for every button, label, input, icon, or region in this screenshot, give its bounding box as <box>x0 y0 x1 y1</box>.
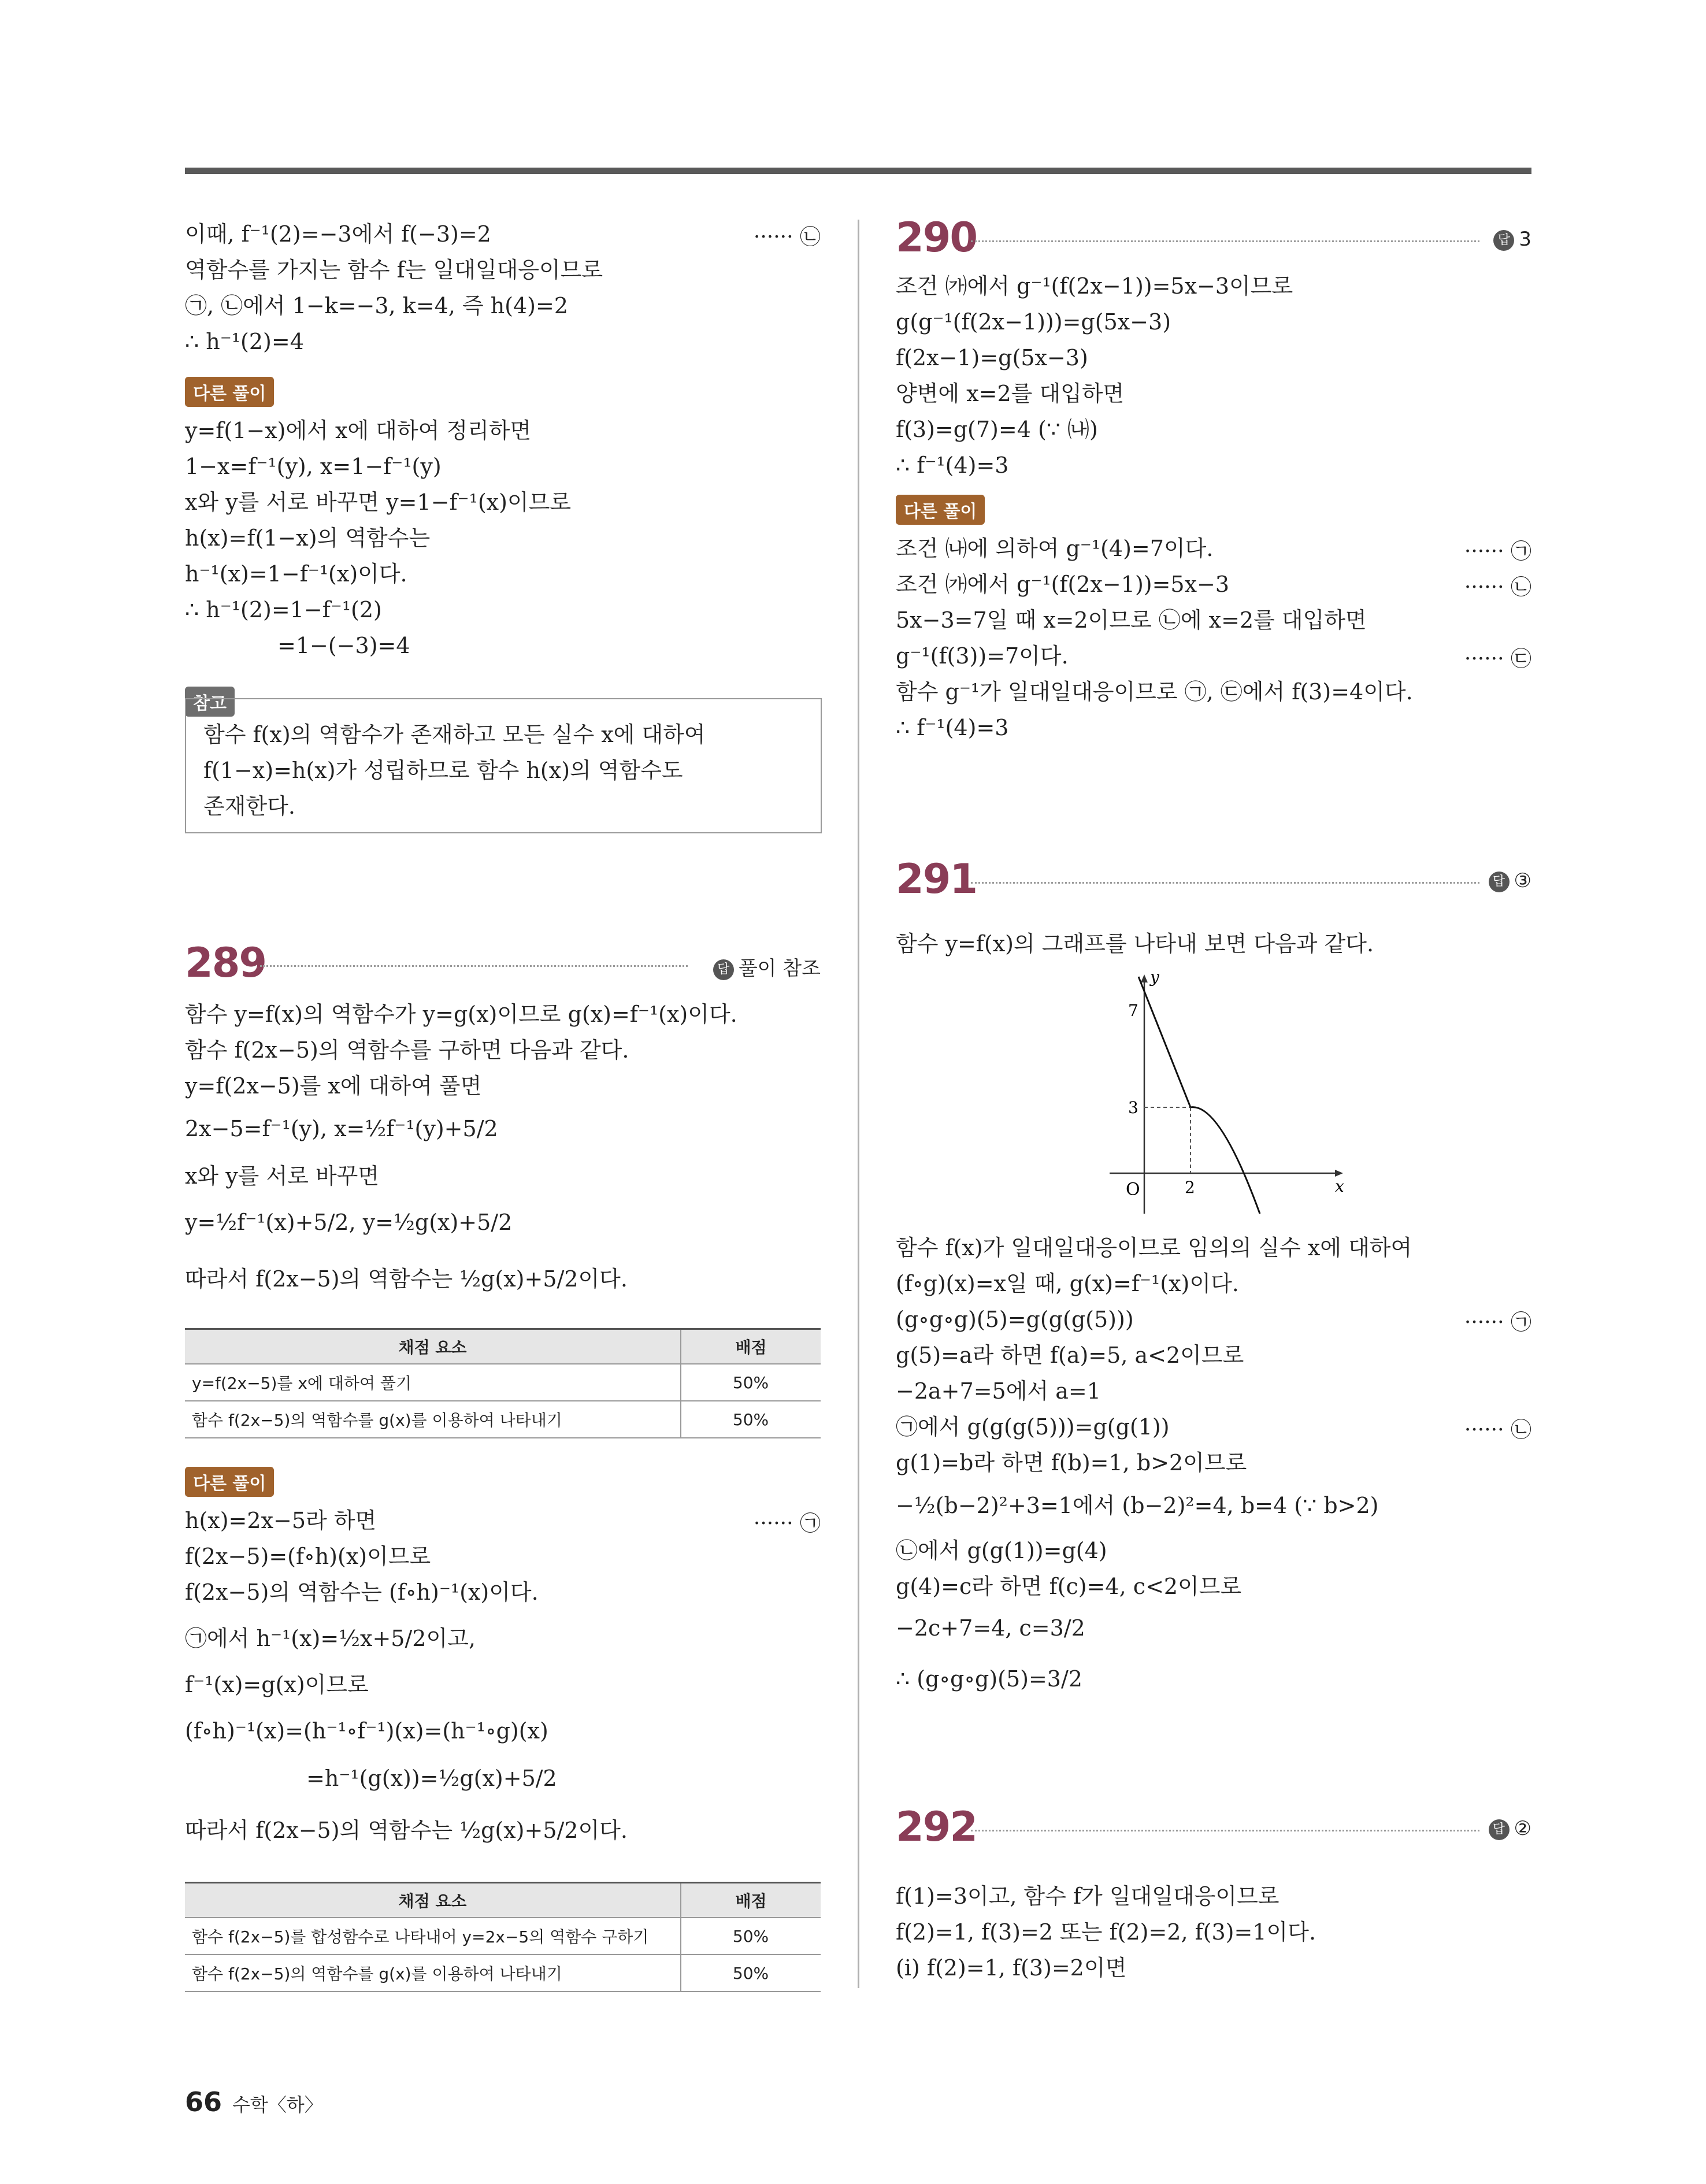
answer-label <box>1489 1817 1531 1840</box>
answer-badge-icon: 답 <box>1489 1819 1510 1840</box>
text-line: h(x)=2x−5라 하면 <box>185 1508 377 1533</box>
table-header: 채점 요소 <box>185 1329 681 1364</box>
problem-number: 292 <box>896 1803 977 1851</box>
text-line: 이때, f⁻¹(2)=−3에서 f(−3)=2 <box>185 221 491 247</box>
text-line: f⁻¹(x)=g(x)이므로 <box>185 1672 369 1697</box>
table-cell: 50% <box>681 1918 821 1955</box>
scoring-table <box>185 1328 821 1438</box>
text-line: 5x−3=7일 때 x=2이므로 ㉡에 x=2를 대입하면 <box>896 607 1367 633</box>
origin-label: O <box>1126 1180 1140 1200</box>
top-rule <box>185 168 1531 174</box>
text-line: f(2x−5)=(f∘h)(x)이므로 <box>185 1544 431 1569</box>
answer-label <box>713 952 821 981</box>
text-line: y=f(2x−5)를 x에 대하여 풀면 <box>185 1073 482 1099</box>
text-line: 따라서 f(2x−5)의 역함수는 ½g(x)+5/2이다. <box>185 1266 628 1292</box>
text-line: h(x)=f(1−x)의 역함수는 <box>185 525 431 551</box>
text-line: f(3)=g(7)=4 (∵ ㈏) <box>896 417 1098 442</box>
text-line: 함수 f(x)의 역함수가 존재하고 모든 실수 x에 대하여 <box>203 722 706 747</box>
circle-marker: ······ ㉡ <box>1464 576 1531 599</box>
table-cell: 50% <box>681 1364 821 1401</box>
text-line: ∴ (g∘g∘g)(5)=3/2 <box>896 1666 1082 1692</box>
text-line: g(4)=c라 하면 f(c)=4, c<2이므로 <box>896 1574 1242 1599</box>
text-line: 함수 y=f(x)의 그래프를 나타내 보면 다음과 같다. <box>896 931 1374 956</box>
x-axis-label: x <box>1335 1177 1344 1196</box>
text-line: 1−x=f⁻¹(y), x=1−f⁻¹(y) <box>185 454 442 479</box>
text-line: ㉡에서 g(g(1))=g(4) <box>896 1538 1107 1563</box>
answer-badge-icon: 답 <box>713 959 734 980</box>
answer-text: 3 <box>1519 228 1531 251</box>
text-line: h⁻¹(x)=1−f⁻¹(x)이다. <box>185 561 407 587</box>
text-line: ∴ f⁻¹(4)=3 <box>896 715 1009 740</box>
text-line: ㉠에서 g(g(g(5)))=g(g(1)) <box>896 1414 1170 1440</box>
table-row <box>185 1955 821 1992</box>
tick-label: 3 <box>1128 1098 1138 1117</box>
alt-solution-tag: 다른 풀이 <box>185 377 274 407</box>
text-line: −2c+7=4, c=3/2 <box>896 1615 1085 1641</box>
text-line: 함수 y=f(x)의 역함수가 y=g(x)이므로 g(x)=f⁻¹(x)이다. <box>185 1002 737 1027</box>
table-header: 배점 <box>681 1883 821 1918</box>
answer-text: 풀이 참조 <box>738 957 821 980</box>
text-line: 2x−5=f⁻¹(y), x=½f⁻¹(y)+5/2 <box>185 1116 498 1141</box>
text-line: f(2x−5)의 역함수는 (f∘h)⁻¹(x)이다. <box>185 1579 539 1605</box>
answer-label <box>1489 869 1531 892</box>
scoring-table <box>185 1882 821 1992</box>
text-line: (i) f(2)=1, f(3)=2이면 <box>896 1955 1127 1981</box>
dotted-leader <box>971 240 1479 242</box>
text-line: g⁻¹(f(3))=7이다. <box>896 643 1069 669</box>
table-cell: 함수 f(2x−5)의 역함수를 g(x)를 이용하여 나타내기 <box>185 1401 681 1438</box>
text-line: −2a+7=5에서 a=1 <box>896 1378 1101 1404</box>
text-line: ∴ h⁻¹(2)=4 <box>185 329 304 354</box>
text-line: (g∘g∘g)(5)=g(g(g(5))) <box>896 1307 1134 1332</box>
problem-number: 290 <box>896 214 977 261</box>
page-number: 66 <box>185 2086 222 2118</box>
text-line: 조건 ㈎에서 g⁻¹(f(2x−1))=5x−3이므로 <box>896 273 1293 299</box>
text-line: f(1)=3이고, 함수 f가 일대일대응이므로 <box>896 1883 1280 1909</box>
text-line: =h⁻¹(g(x))=½g(x)+5/2 <box>306 1766 557 1791</box>
tick-label: 2 <box>1185 1178 1195 1197</box>
table-cell: 50% <box>681 1401 821 1438</box>
text-line: 함수 f(x)가 일대일대응이므로 임의의 실수 x에 대하여 <box>896 1235 1412 1260</box>
text-line: ㉠에서 h⁻¹(x)=½x+5/2이고, <box>185 1626 476 1651</box>
text-line: 조건 ㈏에 의하여 g⁻¹(4)=7이다. <box>896 536 1214 561</box>
dotted-leader <box>260 965 688 967</box>
table-cell: 함수 f(2x−5)를 합성함수로 나타내어 y=2x−5의 역함수 구하기 <box>185 1918 681 1955</box>
circle-marker: ······ ㉠ <box>1464 1311 1531 1334</box>
answer-badge-icon: 답 <box>1489 872 1510 892</box>
answer-text: ② <box>1514 1817 1531 1840</box>
answer-badge-icon: 답 <box>1493 230 1514 251</box>
graph-linear-part <box>1138 977 1191 1107</box>
text-line: f(2x−1)=g(5x−3) <box>896 345 1088 370</box>
y-axis-label: y <box>1150 971 1159 987</box>
x-axis-arrow <box>1335 1170 1343 1177</box>
text-line: y=f(1−x)에서 x에 대하여 정리하면 <box>185 418 532 443</box>
problem-number: 291 <box>896 855 977 903</box>
circle-marker: ······ ㉡ <box>1464 1418 1531 1442</box>
function-graph <box>1110 971 1358 1219</box>
text-line: g(1)=b라 하면 f(b)=1, b>2이므로 <box>896 1450 1247 1475</box>
text-line: 존재한다. <box>203 793 295 819</box>
text-line: g(5)=a라 하면 f(a)=5, a<2이므로 <box>896 1343 1244 1368</box>
table-row <box>185 1918 821 1955</box>
book-title: 수학〈하〉 <box>232 2094 323 2116</box>
table-header: 채점 요소 <box>185 1883 681 1918</box>
problem-number: 289 <box>185 939 266 987</box>
text-line: x와 y를 서로 바꾸면 y=1−f⁻¹(x)이므로 <box>185 490 572 515</box>
text-line: f(2)=1, f(3)=2 또는 f(2)=2, f(3)=1이다. <box>896 1919 1316 1945</box>
dotted-leader <box>971 1830 1479 1831</box>
page-footer <box>185 2086 323 2118</box>
y-axis-arrow <box>1141 974 1148 982</box>
table-header: 배점 <box>681 1329 821 1364</box>
text-line: x와 y를 서로 바꾸면 <box>185 1163 380 1189</box>
text-line: (f∘h)⁻¹(x)=(h⁻¹∘f⁻¹)(x)=(h⁻¹∘g)(x) <box>185 1718 548 1744</box>
text-line: 함수 f(2x−5)의 역함수를 구하면 다음과 같다. <box>185 1037 629 1063</box>
note-tag: 참고 <box>185 687 235 717</box>
note-box <box>185 698 822 833</box>
table-row <box>185 1401 821 1438</box>
circle-marker: ······ ㉠ <box>753 1512 821 1536</box>
text-line: y=½f⁻¹(x)+5/2, y=½g(x)+5/2 <box>185 1210 513 1235</box>
answer-text: ③ <box>1514 869 1531 892</box>
text-line: −½(b−2)²+3=1에서 (b−2)²=4, b=4 (∵ b>2) <box>896 1493 1379 1518</box>
text-line: g(g⁻¹(f(2x−1)))=g(5x−3) <box>896 309 1171 335</box>
text-line: 따라서 f(2x−5)의 역함수는 ½g(x)+5/2이다. <box>185 1818 628 1843</box>
table-cell: 함수 f(2x−5)의 역함수를 g(x)를 이용하여 나타내기 <box>185 1955 681 1992</box>
text-line: 양변에 x=2를 대입하면 <box>896 381 1125 406</box>
tick-label: 7 <box>1128 1001 1138 1020</box>
dotted-leader <box>971 882 1479 884</box>
table-cell: 50% <box>681 1955 821 1992</box>
text-line: =1−(−3)=4 <box>277 633 410 658</box>
circle-marker: ······ ㉡ <box>753 225 821 249</box>
text-line: f(1−x)=h(x)가 성립하므로 함수 h(x)의 역함수도 <box>203 758 683 783</box>
text-line: 역함수를 가지는 함수 f는 일대일대응이므로 <box>185 257 603 283</box>
text-line: 조건 ㈎에서 g⁻¹(f(2x−1))=5x−3 <box>896 572 1230 597</box>
text-line: 함수 g⁻¹가 일대일대응이므로 ㉠, ㉢에서 f(3)=4이다. <box>896 679 1413 704</box>
alt-solution-tag: 다른 풀이 <box>896 495 985 525</box>
text-line: ㉠, ㉡에서 1−k=−3, k=4, 즉 h(4)=2 <box>185 293 569 318</box>
table-cell: y=f(2x−5)를 x에 대하여 풀기 <box>185 1364 681 1401</box>
column-divider <box>858 220 859 1988</box>
answer-label <box>1493 228 1531 251</box>
graph-quadratic-part <box>1191 1107 1260 1214</box>
alt-solution-tag: 다른 풀이 <box>185 1467 274 1497</box>
text-line: ∴ f⁻¹(4)=3 <box>896 453 1009 478</box>
text-line: ∴ h⁻¹(2)=1−f⁻¹(2) <box>185 597 382 622</box>
circle-marker: ······ ㉢ <box>1464 647 1531 671</box>
text-line: (f∘g)(x)=x일 때, g(x)=f⁻¹(x)이다. <box>896 1271 1239 1296</box>
table-row <box>185 1364 821 1401</box>
circle-marker: ······ ㉠ <box>1464 540 1531 563</box>
